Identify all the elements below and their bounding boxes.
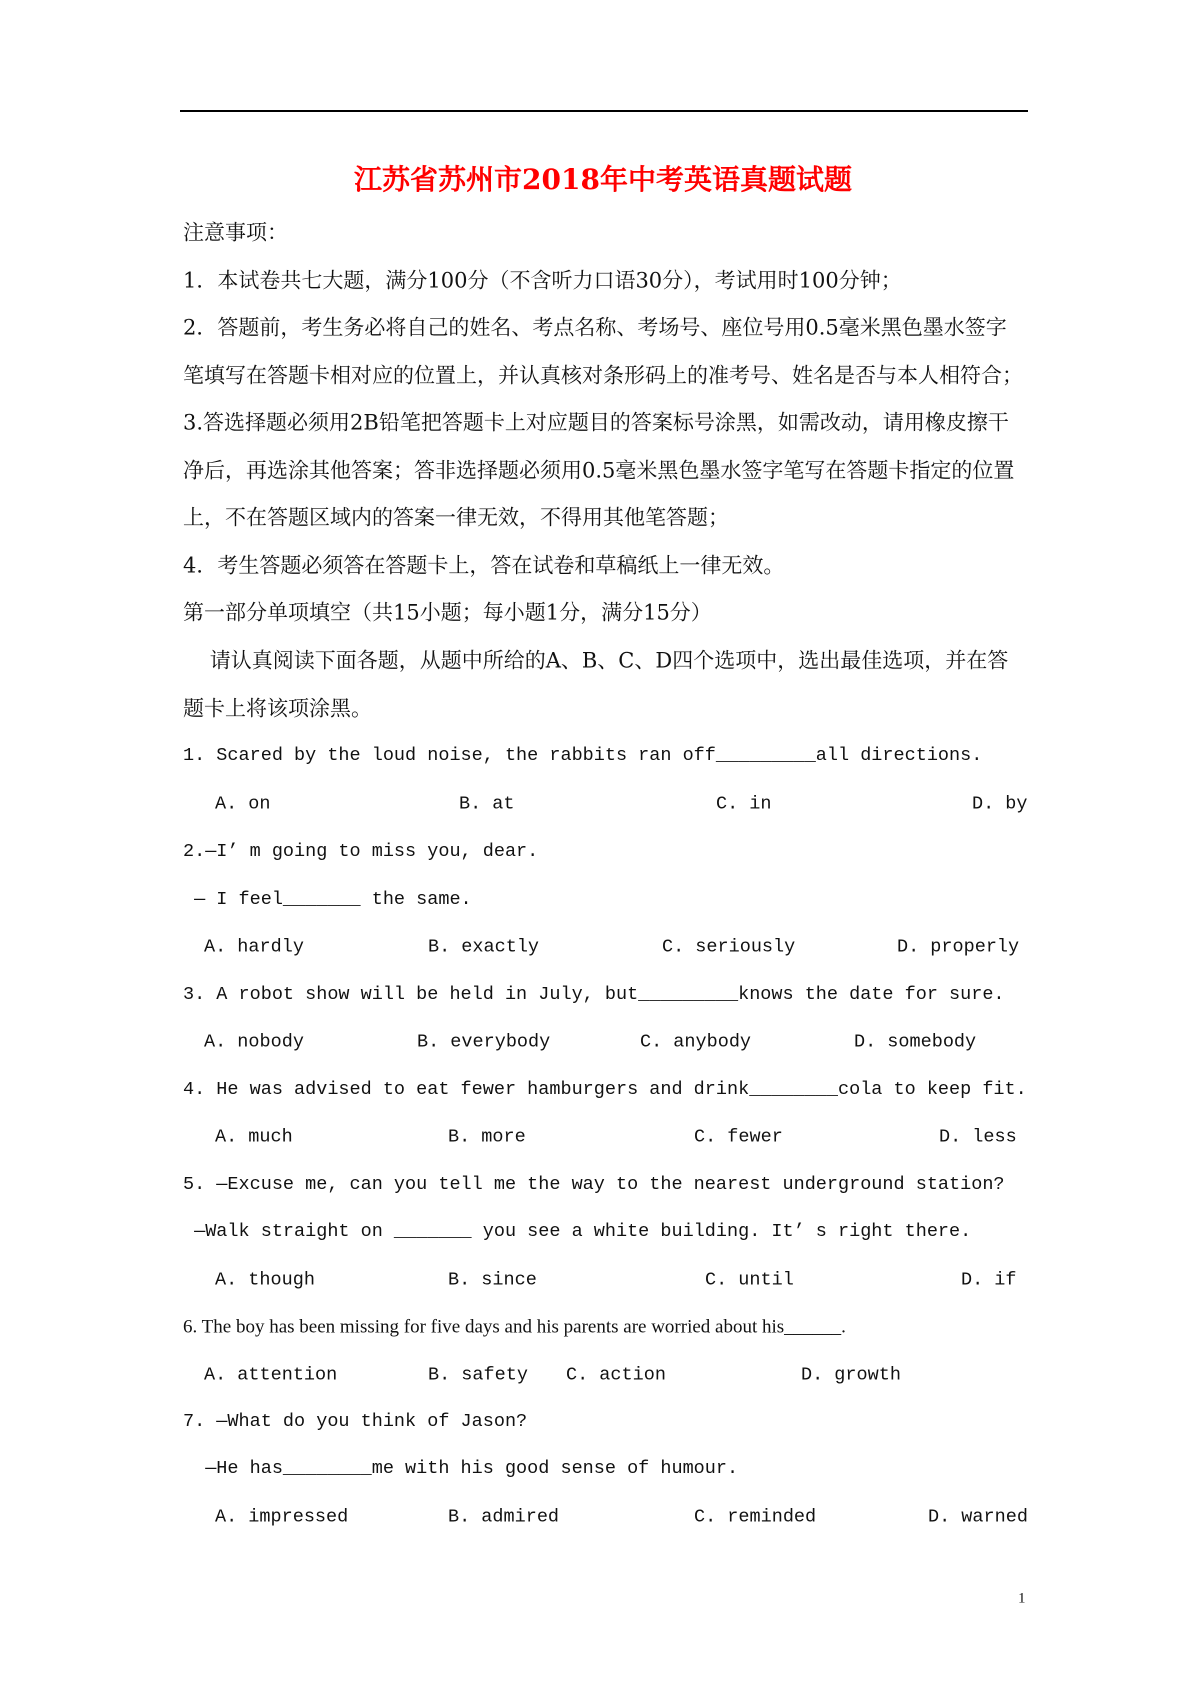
option-d: D. growth: [801, 1364, 901, 1386]
option-c: C. reminded: [694, 1506, 817, 1528]
option-b: B. safety: [428, 1364, 528, 1386]
part1-instructions: 请认真阅读下面各题，从题中所给的A、B、C、D四个选项中，选出最佳选项，并在答: [183, 648, 1009, 673]
option-a: A. impressed: [215, 1506, 349, 1528]
option-b: B. since: [448, 1269, 537, 1291]
option-a: A. attention: [204, 1364, 338, 1386]
notice-line: 1．本试卷共七大题，满分100分（不含听力口语30分），考试用时100分钟；: [183, 268, 902, 293]
question-7: 7. —What do you think of Jason?: [183, 1410, 528, 1432]
part1-instructions: 题卡上将该项涂黑。: [183, 696, 372, 721]
notice-line: 净后，再选涂其他答案；答非选择题必须用0.5毫米黑色墨水签字笔写在答题卡指定的位置: [183, 458, 1015, 483]
question-2-reply: — I feel_______ the same.: [183, 888, 472, 910]
notice-heading: 注意事项：: [183, 220, 288, 245]
question-2: 2.—I’ m going to miss you, dear.: [183, 840, 539, 862]
option-b: B. at: [459, 793, 515, 815]
option-d: D. if: [961, 1269, 1017, 1291]
header-rule: [180, 110, 1028, 112]
option-d: D. properly: [897, 936, 1020, 958]
question-4: 4. He was advised to eat fewer hamburgers and drink________cola to keep fit.: [183, 1078, 1027, 1100]
option-d: D. by: [972, 793, 1028, 815]
option-c: C. until: [705, 1269, 794, 1291]
option-a: A. nobody: [204, 1031, 304, 1053]
option-b: B. everybody: [417, 1031, 551, 1053]
question-5-reply: —Walk straight on _______ you see a white building. It’ s right there.: [183, 1220, 972, 1242]
option-c: C. fewer: [694, 1126, 783, 1148]
option-c: C. seriously: [662, 936, 796, 958]
part1-heading: 第一部分单项填空（共15小题；每小题1分，满分15分）: [183, 600, 712, 625]
document-title: 江苏省苏州市2018年中考英语真题试题: [354, 163, 852, 196]
option-b: B. exactly: [428, 936, 540, 958]
notice-line: 笔填写在答题卡相对应的位置上，并认真核对条形码上的准考号、姓名是否与本人相符合；: [183, 363, 1023, 388]
option-d: D. somebody: [854, 1031, 977, 1053]
option-a: A. much: [215, 1126, 293, 1148]
notice-line: 2．答题前，考生务必将自己的姓名、考点名称、考场号、座位号用0.5毫米黑色墨水签字: [183, 315, 1007, 340]
option-a: A. on: [215, 793, 271, 815]
page-number: 1: [1018, 1590, 1026, 1607]
option-d: D. less: [939, 1126, 1017, 1148]
option-a: A. hardly: [204, 936, 304, 958]
question-3: 3. A robot show will be held in July, but_________knows the date for sure.: [183, 983, 1005, 1005]
notice-line: 4．考生答题必须答在答题卡上，答在试卷和草稿纸上一律无效。: [183, 553, 785, 578]
option-c: C. in: [716, 793, 772, 815]
notice-line: 3.答选择题必须用2B铅笔把答题卡上对应题目的答案标号涂黑，如需改动，请用橡皮擦干: [183, 410, 1009, 435]
option-b: B. more: [448, 1126, 526, 1148]
option-d: D. warned: [928, 1506, 1028, 1528]
option-b: B. admired: [448, 1506, 560, 1528]
option-c: C. action: [566, 1364, 666, 1386]
question-6: 6. The boy has been missing for five days and his parents are worried about his______.: [183, 1316, 846, 1338]
question-5: 5. —Excuse me, can you tell me the way to the nearest underground station?: [183, 1173, 1005, 1195]
question-1: 1. Scared by the loud noise, the rabbits ran off_________all directions.: [183, 744, 983, 766]
option-c: C. anybody: [640, 1031, 752, 1053]
question-7-reply: —He has________me with his good sense of humour.: [183, 1457, 739, 1479]
notice-line: 上，不在答题区域内的答案一律无效，不得用其他笔答题；: [183, 505, 729, 530]
option-a: A. though: [215, 1269, 315, 1291]
